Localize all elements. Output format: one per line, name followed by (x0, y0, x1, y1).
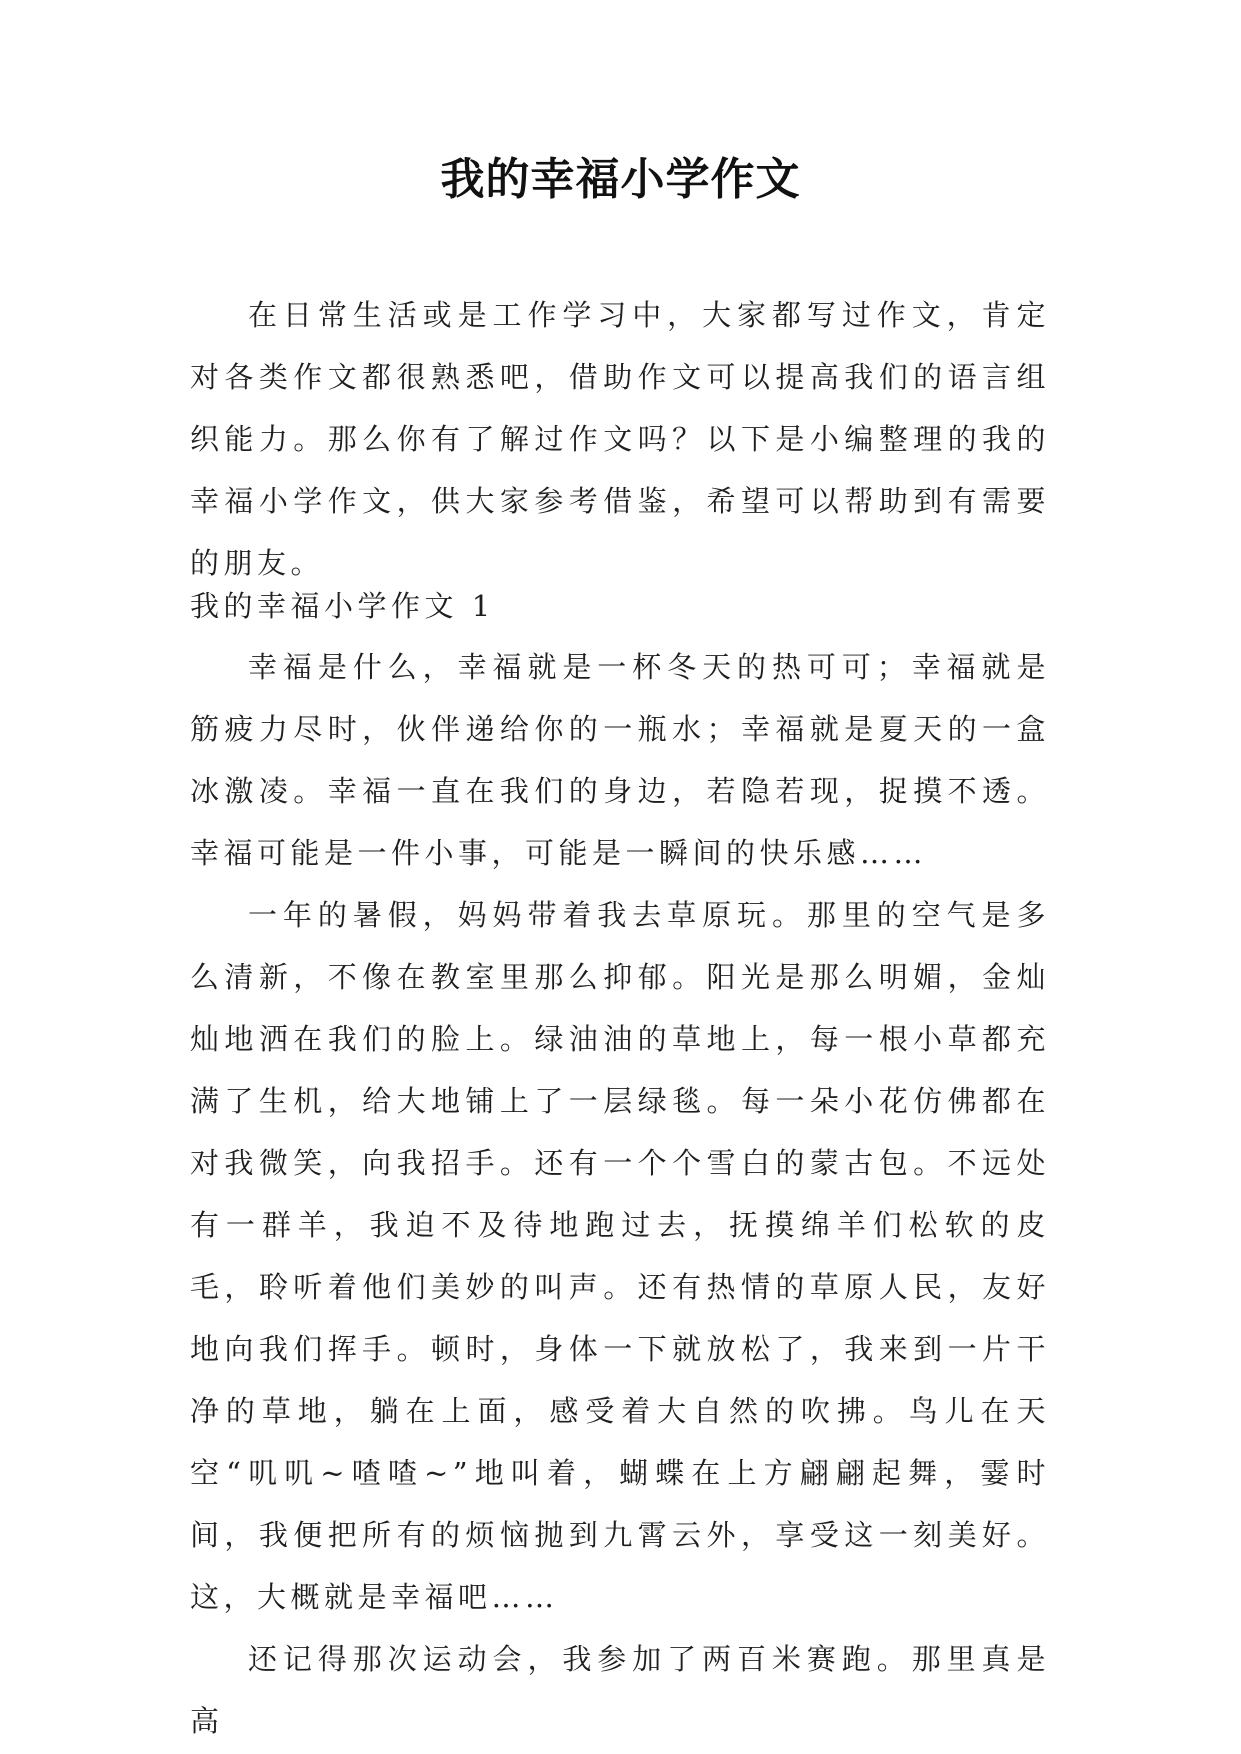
essay-paragraph-1: 幸福是什么，幸福就是一杯冬天的热可可；幸福就是筋疲力尽时，伙伴递给你的一瓶水；幸福就是夏天的一盒冰激凌。幸福一直在我们的身边，若隐若现，捉摸不透。幸福可能是一件小事，可能是一瞬间的快乐感…… (190, 650, 1050, 870)
intro-paragraph: 在日常生活或是工作学习中，大家都写过作文，肯定对各类作文都很熟悉吧，借助作文可以提高我们的语言组织能力。那么你有了解过作文吗？以下是小编整理的我的幸福小学作文，供大家参考借鉴，希望可以帮助到有需要的朋友。 (190, 298, 1050, 580)
document-title: 我的幸福小学作文 (440, 154, 801, 205)
essay-paragraph-3: 还记得那次运动会，我参加了两百米赛跑。那里真是高 (190, 1642, 1050, 1738)
essay-paragraph-2: 一年的暑假，妈妈带着我去草原玩。那里的空气是多么清新，不像在教室里那么抑郁。阳光是那么明媚，金灿灿地洒在我们的脸上。绿油油的草地上，每一根小草都充满了生机，给大地铺上了一层绿毯。每一朵小花仿佛都在对我微笑，向我招手。还有一个个雪白的蒙古包。不远处有一群羊，我迫不及待地跑过去，抚摸绵羊们松软的皮毛，聆听着他们美妙的叫声。还有热情的草原人民，友好地向我们挥手。顿时，身体一下就放松了，我来到一片干净的草地，躺在上面，感受着大自然的吹拂。鸟儿在天空“叽叽~喳喳~”地叫着，蝴蝶在上方翩翩起舞，霎时间，我便把所有的烦恼抛到九霄云外，享受这一刻美好。这，大概就是幸福吧…… (190, 898, 1050, 1614)
intro-block (190, 284, 1050, 594)
section-heading: 我的幸福小学作文 1 (190, 589, 495, 623)
essay-body (190, 636, 1050, 1752)
